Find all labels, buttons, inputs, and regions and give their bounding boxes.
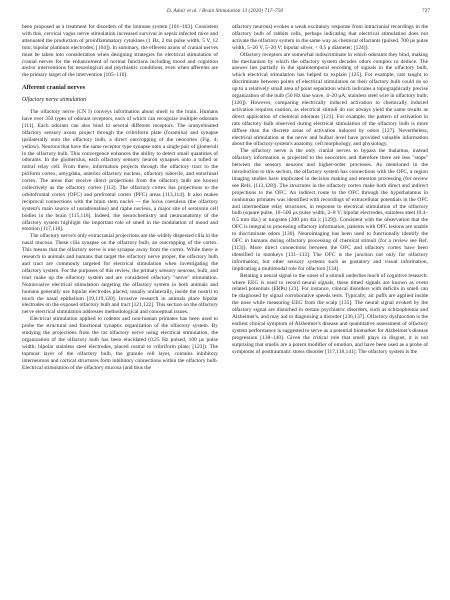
subsection-heading: Olfactory nerve stimulation [22, 97, 87, 104]
paragraph: Olfactory receptors are somewhat indiscriminate in which odorants they bind, making the mechanism by which the olfactory system decodes odors complex to deduce. The answer lies partially in the spatiotemporal encoding of signals in the olfactory bulb, which electrical stimulation has helped to explain [125]. For example, rats taught to discriminate between points of electrical stimulation on their olfactory bulb could do so up to a relatively small area of point separation which indicates a topographically precise organization of the bulb (50 Hz sine wave, 4–20 μA; stainless steel wire in olfactory bulb; [126]). However, comparing electrically induced activation to chemically induced activation requires caution, as electrical stimuli do not always yield the same results as direct application of chemical odorants [121]. For example, the pattern of activation in rats olfactory bulb observed during electrical stimulation of the olfactory bulb is more diffuse than the discrete areas of activation induced by odors [127]. Nevertheless, electrical stimulation at the nerve and bulbar level have provided valuable information about the olfactory system's anatomy, cell morphology, and physiology. [232, 51, 428, 148]
running-header [20, 8, 430, 20]
paragraph: Relating a neural signal to the onset of a stimuli underlies much of cognitive research: where EEG is used to record neural signals, these timed signals are known as event related potentials (ERPs) [23]. For instance, clinical disorders with deficits in smell can be diagnosed by signal corroborative speeds tests. Typically, air puffs are applied inside the nose while measuring EEG from the scalp [135]. The neural signal evoked by the olfactory signal are disturbed in certain psychiatric disorders, such as schizophrenia and Alzheimer's, and may aid in diagnosing a disorder [136,137]. Olfactory dysfunction is the earliest clinical symptom of Alzheimer's disease and quantitative assessment of olfactory system performance is suggested to serve as a potential biomarker for Alzheimer's disease progression [138–140]. Given the critical role that smell plays in disgust, it is not surprising that smells are a potent modifier of emotion, and have been used as a probe of symptoms of posttraumatic stress disorder [117,118,141]. The olfactory system is the [232, 272, 428, 355]
paragraph: The olfactory nerve is the only cranial nerves to bypass the thalamus, instead olfactory information is projected to the neocortex and therefore there are less "stops" between the sensory neurons and higher-order processes. As mentioned in the introduction to this section, the olfactory system has connections with the OFC, a region imaging studies have implicated in decision making and emotion processing (for review see Refs. [113,128]). The structures in the olfactory cortex make both direct and indirect projections to the OFC. An indirect route to the OFC through the hypothalamus in nonhuman primates was identified with recordings of extracellular potentials in the OFC and intermediate relay structures, in response to electrical stimulation of the olfactory bulb (square pulse, 10–500 μs pulse width, 2–8 V; bipolar electrodes, stainless steel (0.4–0.5 mm dia.) or tungsten (300 μm dia.); [129]). Consistent with the observation that the OFC is integral to processing olfactory information, patients with OFC lesions are unable to discriminate odors [130]. Neuroimaging has been used to functionally identify the OFC in humans during olfactory processing of chemical stimuli (for a review see Ref. [113]). More direct connections between the OFC and olfactory cortex have been identified in monkeys [131–133]. The OFC is the junction not only for olfactory information, but other sensory systems such as gustatory and visual information, implicating a multimodal role for olfaction [134]. [232, 148, 428, 272]
paragraph: The olfactory nerve's only extracranial projections are the widely dispersed cilia in the nasal mucosa. These cilia synapse on the olfactory bulb, an outcropping of the cortex. This means that the olfactory nerve is one synapse away from the cortex. While there is research in animals and humans that target the olfactory nerve proper, the olfactory bulb and tract are commonly targeted for electrical stimulation when investigating the olfactory system. For the purposes of this review, the primary sensory neurons, bulb, and tract make up the olfactory system and are considered olfactory "nerve" stimulation. Noninvasive electrical stimulation targeting the olfactory system in both animals and humans generally use bipolar electrodes placed, usually unilaterally, inside the nostril to touch the nasal epithelium [19,119,120]. Invasive research in animals place bipolar electrodes on the exposed olfactory bulb and tract [121,122]. This section on the olfactory nerve electrical stimulation addresses methodological and conceptual issues. [22, 233, 218, 316]
page-number: 727 [421, 8, 430, 14]
journal-citation: D. Adair et al. / Brain Stimulation 13 (2020) 717–750 [166, 8, 284, 14]
paragraph: The olfactory nerve (CN I) conveys information about smell to the brain. Humans have over 350 types of odorant receptors, each of which can recognize multiple odorants [111]. Each odorant can also bind to several different receptors. The unmyelinated olfactory sensory axons project through the cribriform plate (foramina) and synapse ipsilaterally onto the olfactory bulb, a direct outcropping of the neocortex (Fig. 4; yellow). Neurons that have the same receptor type synapse onto a single pair of glomeruli in the olfactory bulb. This convergence enhances the ability to detect small quantities of odorants. In the glomerulus, each olfactory sensory neuron synapses onto a tufted or mitral relay cell. From there, information projects through the olfactory tract to the piriform cortex, amygdala, anterior olfactory nucleus, olfactory tubercle, and entorhinal cortex. The areas that receive direct projections from the olfactory bulb are known collectively as the olfactory cortex [112]. The olfactory cortex has projections to the orbitofrontal cortex (OFC) and prefrontal cortex (PFC) areas [113,114]. It also makes reciprocal connections with the brain stem nuclei — the locus coeruleus (the olfactory system's main source of noradrenaline) and raphe nucleus, a major site of serotonin cell bodies in the brain [115,116]. Indeed, the neurochemistry and neuroanatomy of the olfactory system highlight the important role of smell in the modulation of mood and emotion [117,118]. [22, 109, 218, 233]
section-heading: Afferent cranial nerves [22, 84, 86, 92]
paragraph: Electrical stimulation applied to rodents and non-human primates has been used to probe the structural and functional synaptic organization of the olfactory system. By studying the projections from the rat olfactory nerve using electrical stimulation, the organization of the olfactory bulb has been elucidated (0.25 Hz pulsed, 100 μs pulse width; bipolar stainless steel electrodes, placed rostral to cribriform plate; [123]). The topmost layer of the olfactory bulb, the granule cell layer, contains inhibitory interneurons and cortical structures form inhibitory connections within the olfactory bulb. Electrical stimulation of the olfactory mucosa (and thus the [22, 316, 218, 371]
right-column [232, 24, 428, 592]
left-column [22, 24, 218, 592]
paragraph: been proposed as a treatment for disorders of the immune system [101–103]. Consistent with this, cervical vagus nerve stimulation increased survival in sepsis infected mice and attenuated the production of proinflammatory cytokines (1 Hz, 2 ms pulse width, 5 V, 12 min; bipolar platinum electrodes; [104]). In summary, the efferent axons of cranial nerves must be taken into consideration when designing strategies for electrical stimulation of cranial nerves for the enhancement of normal functions including mood and cognition and/or interventions for neurological and psychiatric conditions, even when afferents are the primary target of the intervention [105–110]. [22, 24, 218, 79]
paragraph: olfactory neurons) evokes a weak excitatory response from intracranial recordings in the olfactory bulb of rabbits cells, perhaps indicating that electrical stimulation does not activate the olfactory system in the same way as chemical olfactants (pulsed, 700 μs pulse width, 5–20 V, 5–20 V; bipolar silver, < 0.5 μ diameter; [124]). [232, 24, 428, 51]
